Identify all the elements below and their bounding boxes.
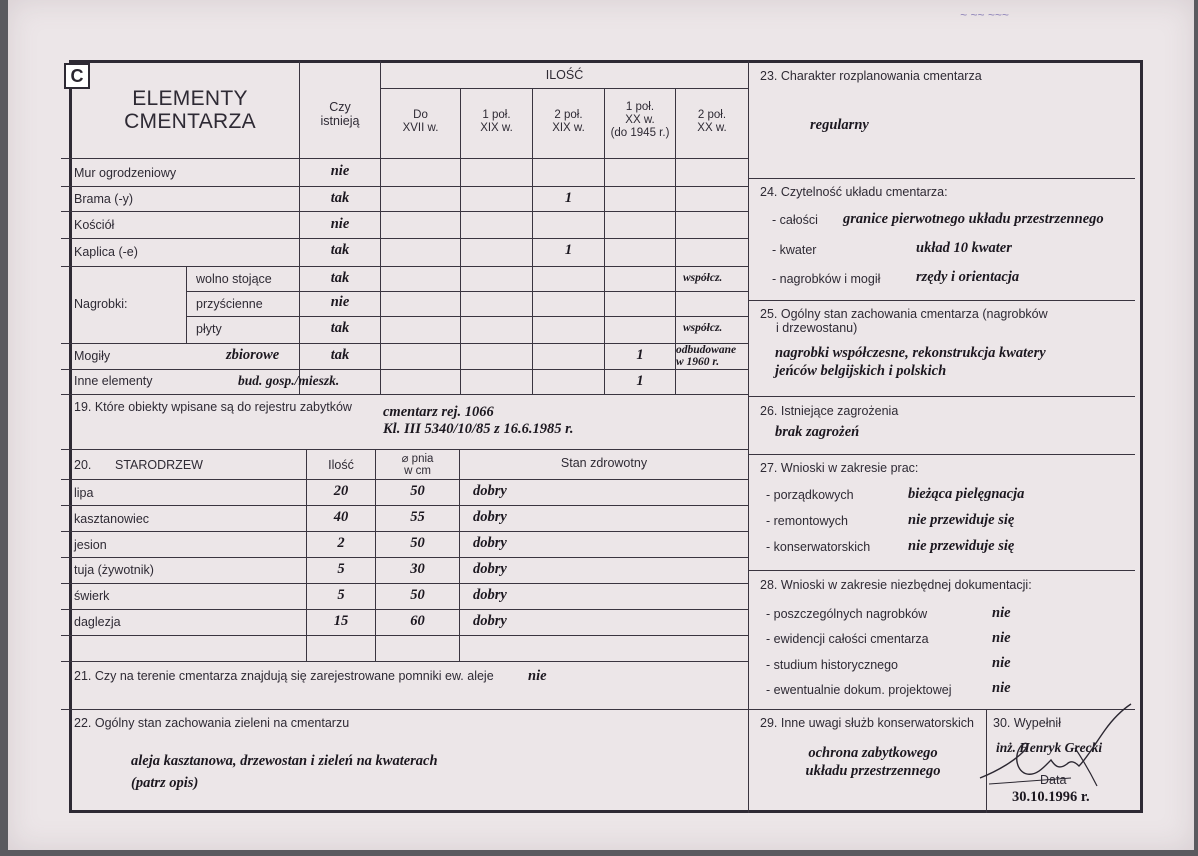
- row-label-mur: Mur ogrodzeniowy: [74, 166, 177, 180]
- q25-label-line: 25. Ogólny stan zachowania cmentarza (nagrobków: [760, 307, 1048, 321]
- q22-answer-line: aleja kasztanowa, drzewostan i zieleń na kwaterach: [131, 753, 438, 769]
- col-header-1pol-xix: [461, 109, 532, 135]
- value-mogily-exists: tak: [330, 347, 350, 363]
- q25-answer: [775, 344, 1046, 380]
- q30-label: 30. Wypełnił: [993, 716, 1061, 730]
- col-header-line: 2 poł.: [697, 109, 727, 121]
- tree-count: 15: [333, 613, 349, 629]
- q27-row-label: - konserwatorskich: [766, 540, 871, 554]
- signature-icon: [975, 700, 1135, 795]
- note-line: odbudowane: [676, 344, 737, 356]
- form-title: [100, 87, 280, 133]
- q24-row-label: - nagrobków i mogił: [772, 272, 881, 286]
- q27-row-label: - porządkowych: [766, 488, 854, 502]
- value-przyscienne-exists: nie: [330, 294, 350, 310]
- value-mogily-note: [676, 344, 736, 368]
- title-line-1: ELEMENTY: [132, 87, 248, 110]
- q29-answer: [760, 744, 986, 780]
- q24-row-label: - kwater: [772, 243, 817, 257]
- tree-diameter: 50: [410, 535, 425, 551]
- q22-answer-line: (patrz opis): [131, 775, 199, 791]
- q28-row-label: - poszczególnych nagrobków: [766, 607, 928, 621]
- col-header-line: 1 poł.: [625, 101, 655, 113]
- q30-date: 30.10.1996 r.: [1012, 789, 1090, 805]
- tree-name: jesion: [74, 538, 107, 552]
- tree-diameter: 50: [410, 483, 425, 499]
- value-kaplica-exists: tak: [330, 242, 350, 258]
- q25-label-line: i drzewostanu): [776, 321, 858, 335]
- value-wolno-exists: tak: [330, 270, 350, 286]
- q19-answer: [383, 404, 574, 438]
- q28-row-answer: nie: [992, 630, 1011, 646]
- row-label-nagrobki: Nagrobki:: [74, 297, 128, 311]
- note-line: w 1960 r.: [676, 356, 720, 368]
- value-kosciol-exists: nie: [330, 216, 350, 232]
- col-header-line: XIX w.: [552, 122, 585, 134]
- row-label-plyty: płyty: [196, 322, 222, 336]
- row-label-wolno-stojace: wolno stojące: [196, 272, 272, 286]
- q22-answer: [131, 750, 438, 794]
- q27-row-answer: bieżąca pielęgnacja: [908, 486, 1025, 502]
- header-czy-istnieja: [300, 100, 380, 128]
- col-header-2pol-xix: [533, 109, 604, 135]
- q19-answer-line: Kl. III 5340/10/85 z 16.6.1985 r.: [383, 421, 574, 437]
- row-label-kosciol: Kościół: [74, 218, 115, 232]
- tree-diameter: 50: [410, 587, 425, 603]
- diam-header-line: ⌀ pnia: [401, 453, 434, 465]
- tree-state: dobry: [473, 509, 507, 525]
- tree-diameter: 60: [410, 613, 425, 629]
- tree-state: dobry: [473, 535, 507, 551]
- q30-date-label: Data: [1040, 773, 1067, 787]
- q27-row-label: - remontowych: [766, 514, 848, 528]
- tree-name: tuja (żywotnik): [74, 563, 154, 577]
- col-header-line: XX w.: [697, 122, 727, 134]
- q28-row-label: - ewidencji całości cmentarza: [766, 632, 929, 646]
- col-header-ilosc: Ilość: [328, 458, 354, 472]
- value-plyty-note: współcz.: [683, 322, 723, 334]
- q25-answer-line: nagrobki współczesne, rekonstrukcja kwatery: [775, 345, 1046, 361]
- header-ilosc: ILOŚĆ: [545, 68, 584, 82]
- q26-answer: brak zagrożeń: [775, 424, 860, 440]
- czy-line-1: Czy: [329, 100, 351, 114]
- q24-row-answer: rzędy i orientacja: [916, 269, 1020, 285]
- q29-answer-line: układu przestrzennego: [805, 763, 941, 779]
- col-header-line: XX w.: [625, 114, 655, 126]
- col-header-2pol-xx: [676, 109, 748, 135]
- col-header-line: 1 poł.: [482, 109, 511, 121]
- value-inne-kind: bud. gosp./mieszk.: [238, 373, 340, 388]
- row-label-kaplica: Kaplica (-e): [74, 245, 138, 259]
- tree-count: 5: [337, 561, 345, 577]
- row-label-brama: Brama (-y): [74, 192, 134, 206]
- value-mogily-kind: zbiorowe: [226, 347, 280, 363]
- q19-label: 19. Które obiekty wpisane są do rejestru zabytków: [74, 400, 352, 414]
- col-header-diameter: [376, 453, 459, 477]
- tree-name: świerk: [74, 589, 110, 603]
- q28-row-label: - ewentualnie dokum. projektowej: [766, 683, 952, 697]
- q28-row-label: - studium historycznego: [766, 658, 899, 672]
- value-kaplica-count: 1: [564, 242, 573, 258]
- q28-row-answer: nie: [992, 655, 1011, 671]
- q30-name: inż. Henryk Grecki: [996, 740, 1103, 755]
- tree-state: dobry: [473, 561, 507, 577]
- value-brama-exists: tak: [330, 190, 350, 206]
- q23-label: 23. Charakter rozplanowania cmentarza: [760, 69, 982, 83]
- tree-diameter: 55: [410, 509, 425, 525]
- q24-row-answer: układ 10 kwater: [916, 240, 1012, 256]
- q24-label: 24. Czytelność układu cmentarza:: [760, 185, 948, 199]
- tree-count: 20: [333, 483, 349, 499]
- q28-label: 28. Wnioski w zakresie niezbędnej dokumentacji:: [760, 578, 1032, 592]
- col-header-line: 2 poł.: [554, 109, 583, 121]
- col-header-1pol-xx: [605, 101, 675, 140]
- tree-name: daglezja: [74, 615, 121, 629]
- col-header-line: XIX w.: [480, 122, 513, 134]
- value-inne-count: 1: [636, 373, 644, 389]
- q25-label: [760, 307, 1048, 335]
- row-label-mogily: Mogiły: [74, 349, 111, 363]
- q21-label: 21. Czy na terenie cmentarza znajdują się zarejestrowane pomniki ew. aleje: [74, 669, 494, 683]
- row-label-inne: Inne elementy: [74, 374, 153, 388]
- tree-name: kasztanowiec: [74, 512, 150, 526]
- value-plyty-exists: tak: [330, 320, 350, 336]
- tree-state: dobry: [473, 587, 507, 603]
- q26-label: 26. Istniejące zagrożenia: [760, 404, 899, 418]
- col-header-stan: Stan zdrowotny: [560, 456, 648, 470]
- q27-row-answer: nie przewiduje się: [908, 538, 1015, 554]
- tree-state: dobry: [473, 613, 507, 629]
- row-label-przyscienne: przyścienne: [196, 297, 263, 311]
- tree-count: 5: [337, 587, 345, 603]
- q20-header: STARODRZEW: [115, 458, 203, 472]
- col-header-line: Do: [413, 109, 428, 121]
- stamp-mark-icon: ~ ~~ ~~~: [960, 8, 1009, 22]
- tree-diameter: 30: [410, 561, 425, 577]
- q28-row-answer: nie: [992, 605, 1011, 621]
- value-mogily-count: 1: [636, 347, 644, 363]
- q21-answer: nie: [528, 668, 547, 684]
- value-brama-count: 1: [564, 190, 573, 206]
- q28-row-answer: nie: [992, 680, 1011, 696]
- q27-label: 27. Wnioski w zakresie prac:: [760, 461, 919, 475]
- q29-answer-line: ochrona zabytkowego: [808, 745, 938, 761]
- tree-state: dobry: [473, 483, 507, 499]
- section-letter-box: C: [64, 63, 90, 89]
- diam-header-line: w cm: [404, 465, 431, 477]
- q27-row-answer: nie przewiduje się: [908, 512, 1015, 528]
- value-mur-exists: nie: [330, 163, 350, 179]
- tree-count: 40: [333, 509, 349, 525]
- q22-label: 22. Ogólny stan zachowania zieleni na cmentarzu: [74, 716, 350, 730]
- q24-row-label: - całości: [772, 213, 818, 227]
- q23-answer: regularny: [810, 117, 869, 133]
- col-header-line: (do 1945 r.): [610, 127, 670, 139]
- tree-name: lipa: [74, 486, 94, 500]
- q19-answer-line: cmentarz rej. 1066: [383, 404, 494, 420]
- q29-label: 29. Inne uwagi służb konserwatorskich: [760, 716, 975, 730]
- col-header-line: XVII w.: [402, 122, 439, 134]
- value-wolno-note: współcz.: [683, 272, 723, 284]
- tree-count: 2: [337, 535, 345, 551]
- title-line-2: CMENTARZA: [124, 110, 256, 133]
- q20-number: 20.: [74, 458, 92, 472]
- q24-row-answer: granice pierwotnego układu przestrzennego: [843, 211, 1104, 227]
- q25-answer-line: jeńców belgijskich i polskich: [775, 363, 947, 379]
- czy-line-2: istnieją: [320, 114, 360, 128]
- col-header-do-xvii: [381, 109, 460, 135]
